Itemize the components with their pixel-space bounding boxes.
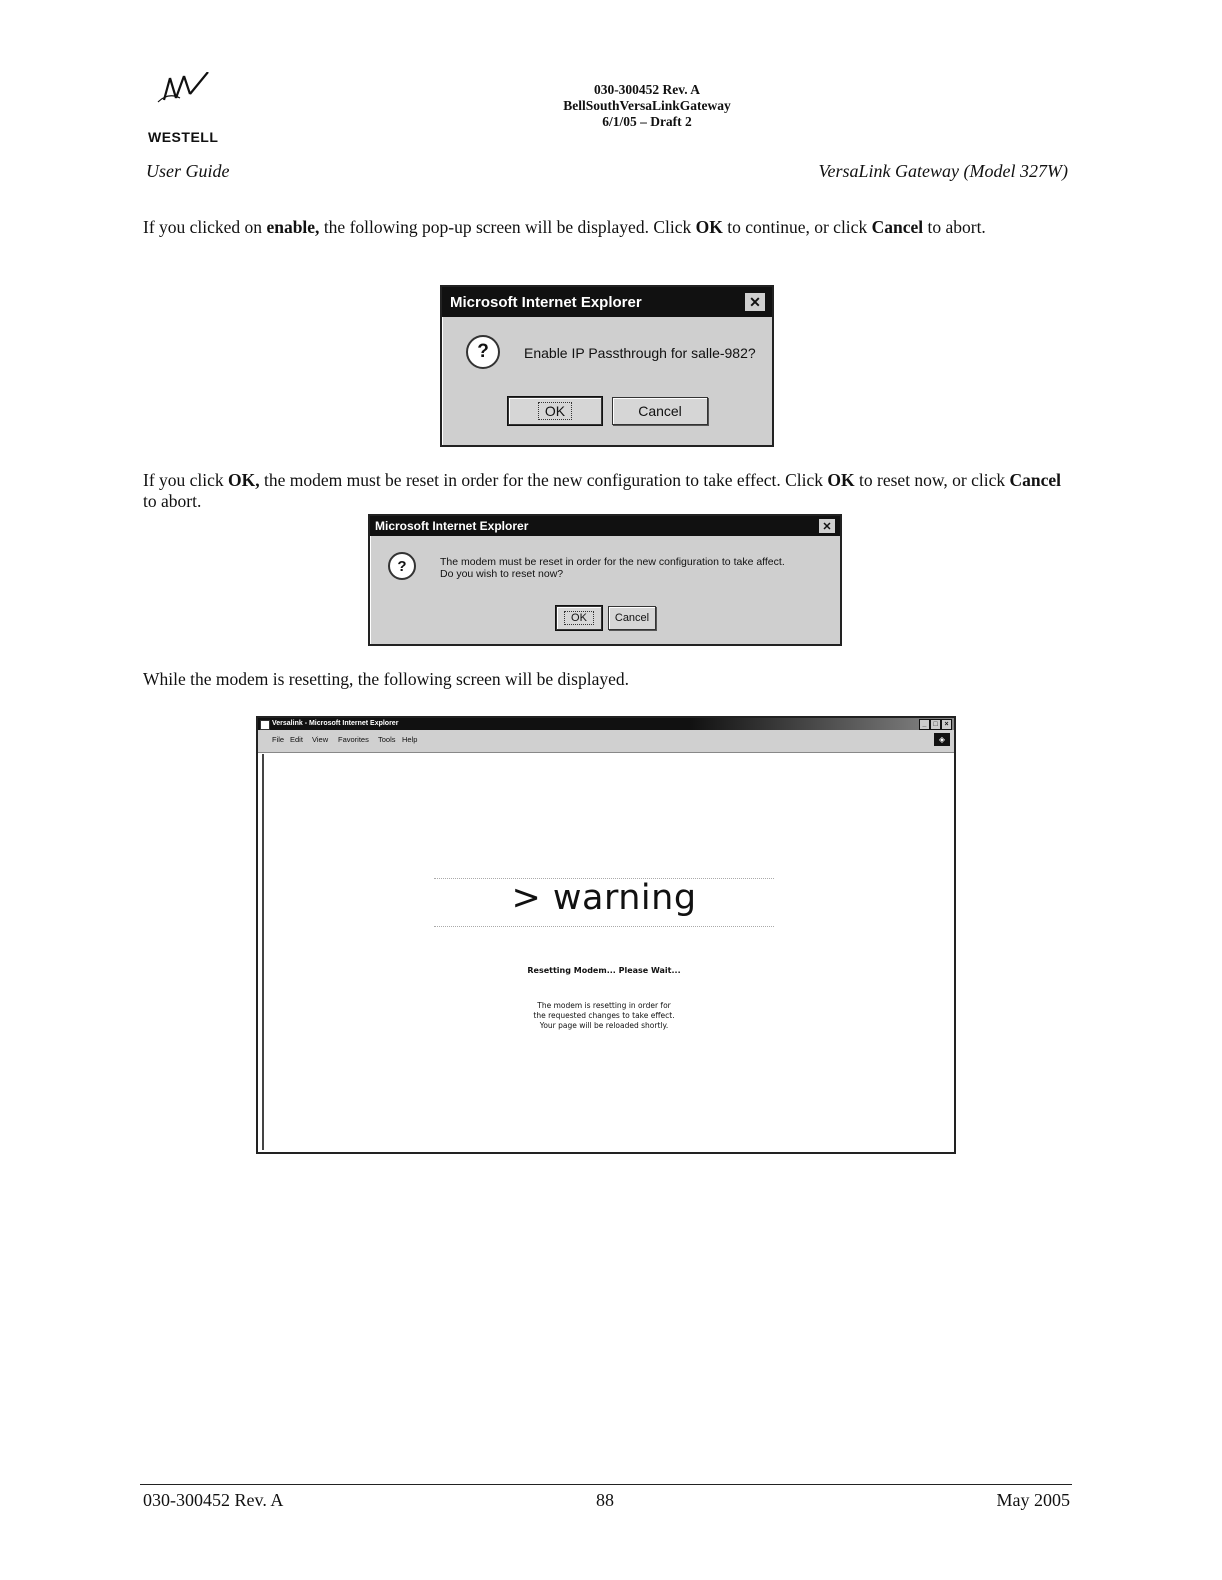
dialog-title-bar bbox=[442, 287, 772, 317]
question-icon: ? bbox=[388, 552, 416, 580]
header-left-label: User Guide bbox=[146, 161, 230, 181]
close-button[interactable]: × bbox=[941, 719, 952, 730]
ie-icon bbox=[260, 720, 270, 730]
close-icon: ✕ bbox=[822, 520, 832, 533]
ok-button[interactable]: OK bbox=[556, 606, 602, 630]
throbber-icon: ◈ bbox=[934, 733, 950, 746]
close-icon: ✕ bbox=[749, 293, 761, 310]
page-number: 88 bbox=[596, 1490, 614, 1510]
status-text: Resetting Modem... Please Wait... bbox=[527, 966, 681, 975]
footer-right: May 2005 bbox=[996, 1490, 1070, 1510]
document-header bbox=[470, 82, 824, 130]
cancel-button[interactable]: Cancel bbox=[608, 606, 656, 630]
cancel-button[interactable]: Cancel bbox=[612, 397, 708, 425]
footer-left: 030-300452 Rev. A bbox=[143, 1490, 284, 1510]
reset-modem-dialog bbox=[368, 514, 842, 646]
menu-file[interactable]: File bbox=[272, 735, 285, 744]
menu-help[interactable]: Help bbox=[402, 735, 418, 744]
reset-message: The modem is resetting in order for the requested changes to take effect. Your page will be reloaded shortly. bbox=[533, 1001, 675, 1030]
dialog-message: Enable IP Passthrough for salle-982? bbox=[524, 345, 756, 361]
menu-tools[interactable]: Tools bbox=[378, 735, 396, 744]
dialog-message: The modem must be reset in order for the new configuration to take affect. Do you wish to reset now? bbox=[440, 556, 785, 580]
logo-text: WESTELL bbox=[148, 129, 219, 145]
doc-draft: 6/1/05 – Draft 2 bbox=[602, 114, 692, 129]
page-content bbox=[262, 754, 952, 1150]
menu-edit[interactable]: Edit bbox=[290, 735, 303, 744]
divider bbox=[434, 926, 774, 927]
menu-bar bbox=[258, 730, 954, 753]
doc-number: 030-300452 Rev. A bbox=[593, 82, 701, 97]
menu-favorites[interactable]: Favorites bbox=[338, 735, 369, 744]
maximize-button[interactable]: □ bbox=[930, 719, 941, 730]
menu-view[interactable]: View bbox=[312, 735, 329, 744]
browser-title-bar bbox=[258, 718, 954, 730]
warning-heading: > warning bbox=[511, 878, 697, 918]
enable-passthrough-dialog bbox=[440, 285, 774, 447]
close-button[interactable] bbox=[818, 518, 836, 534]
paragraph-1: If you clicked on enable, the following pop-up screen will be displayed. Click OK to continue, or click Cancel to abort. bbox=[143, 217, 986, 237]
dialog-title-bar bbox=[370, 516, 840, 536]
browser-title: Versalink - Microsoft Internet Explorer bbox=[272, 720, 399, 727]
footer-divider bbox=[140, 1484, 1072, 1485]
close-button[interactable] bbox=[744, 292, 766, 312]
paragraph-3: While the modem is resetting, the following screen will be displayed. bbox=[143, 669, 629, 689]
dialog-title: Microsoft Internet Explorer bbox=[375, 519, 529, 533]
doc-title: BellSouthVersaLinkGateway bbox=[563, 98, 731, 113]
paragraph-2: If you click OK, the modem must be reset in order for the new configuration to take effect. Click OK to reset now, or click Cancel to abort. bbox=[143, 470, 1062, 511]
dialog-title: Microsoft Internet Explorer bbox=[450, 293, 642, 311]
browser-window bbox=[256, 716, 956, 1154]
minimize-button[interactable]: _ bbox=[919, 719, 930, 730]
header-right-label: VersaLink Gateway (Model 327W) bbox=[818, 161, 1068, 181]
ok-button[interactable]: OK bbox=[508, 397, 602, 425]
question-icon: ? bbox=[466, 335, 500, 369]
